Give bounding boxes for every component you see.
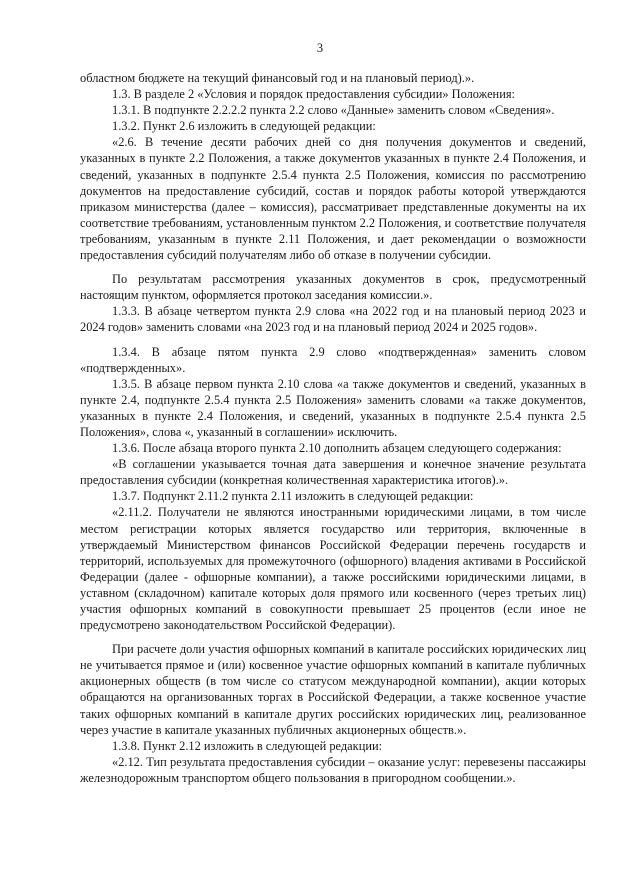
- paragraph: 1.3.1. В подпункте 2.2.2.2 пункта 2.2 слово «Данные» заменить словом «Сведения».: [112, 103, 555, 118]
- paragraph: 1.3.8. Пункт 2.12 изложить в следующей редакции:: [112, 738, 383, 753]
- paragraph: 1.3.7. Подпункт 2.11.2 пункта 2.11 изложить в следующей редакции:: [112, 489, 474, 504]
- paragraph: «2.12. Тип результата предоставления субсидии – оказание услуг: перевезены пассажиры железнодорожным транспортом общего пользования в пригородном сообщении.».: [80, 754, 586, 785]
- paragraph: По результатам рассмотрения указанных документов в срок, предусмотренный настоящим пунктом, оформляется протокол заседания комиссии.».: [80, 272, 586, 303]
- paragraph: 1.3.3. В абзаце четвертом пункта 2.9 слова «на 2022 год и на плановый период 2023 и 2024 годов» заменить словами «на 2023 год и на плановый период 2024 и 2025 годов».: [80, 304, 586, 335]
- paragraph: «2.11.2. Получатели не являются иностранными юридическими лицами, в том числе местом регистрации которых является государство или территория, включенные в утверждаемый Министерством финансов Российской Федерации перечень государств и территорий, используемых для промежуточного (офшорного) владения активами в Российской Федерации (далее - офшорные компании), а также российскими юридическими лицами, в уставном (складочном) капитале которых доля прямого или косвенного (через третьих лиц) участия офшорных компаний в совокупности превышает 25 процентов (если иное не предусмотрено законодательством Российской Федерации).: [80, 505, 586, 633]
- paragraph: «В соглашении указывается точная дата завершения и конечное значение результата предоставления субсидии (конкретная количественная характеристика итогов).».: [80, 457, 586, 488]
- paragraph: 1.3.6. После абзаца второго пункта 2.10 дополнить абзацем следующего содержания:: [112, 441, 562, 456]
- paragraph: При расчете доли участия офшорных компаний в капитале российских юридических лиц не учитывается прямое и (или) косвенное участие офшорных компаний в капитале публичных акционерных обществ (в том числе со статусом международной компании), акции которых обращаются на организованных торгах в Российской Федерации, а также косвенное участие таких офшорных компаний в капитале других российских юридических лиц, реализованное через участие в капитале указанных публичных акционерных обществ.».: [80, 642, 586, 737]
- paragraph: областном бюджете на текущий финансовый год и на плановый период).».: [80, 71, 475, 85]
- paragraph: 1.3. В разделе 2 «Условия и порядок предоставления субсидии» Положения:: [112, 87, 515, 102]
- paragraph: 1.3.2. Пункт 2.6 изложить в следующей редакции:: [112, 119, 376, 134]
- paragraph: 1.3.4. В абзаце пятом пункта 2.9 слово «подтвержденная» заменить словом «подтвержденных».: [80, 344, 586, 375]
- page-number: 3: [316, 41, 324, 55]
- paragraph: «2.6. В течение десяти рабочих дней со дня получения документов и сведений, указанных в пункте 2.2 Положения, а также документов указанных в пункте 2.4 Положения, и сведений, указанных в подпункте 2.5.4 пункта 2.5 Положения, комиссия по рассмотрению документов на предоставление субсидий, состав и порядок работы которой утверждаются приказом министерства (далее – комиссия), рассматривает представленные документы на их соответствие требованиям, установленным пунктом 2.2 Положения, и соответствие получателя требованиям, указанным в пункте 2.11 Положения, и дает рекомендации о возможности предоставления субсидий получателям либо об отказе в получении субсидии.: [80, 135, 586, 263]
- document-body: [80, 70, 586, 786]
- paragraph: 1.3.5. В абзаце первом пункта 2.10 слова «а также документов и сведений, указанных в пункте 2.4, подпункте 2.5.4 пункта 2.5 Положения» заменить словами «а также документов, указанных в пункте 2.4 Положения, и сведений, указанных в подпункте 2.5.4 пункта 2.5 Положения», слова «, указанный в соглашении» исключить.: [80, 376, 586, 439]
